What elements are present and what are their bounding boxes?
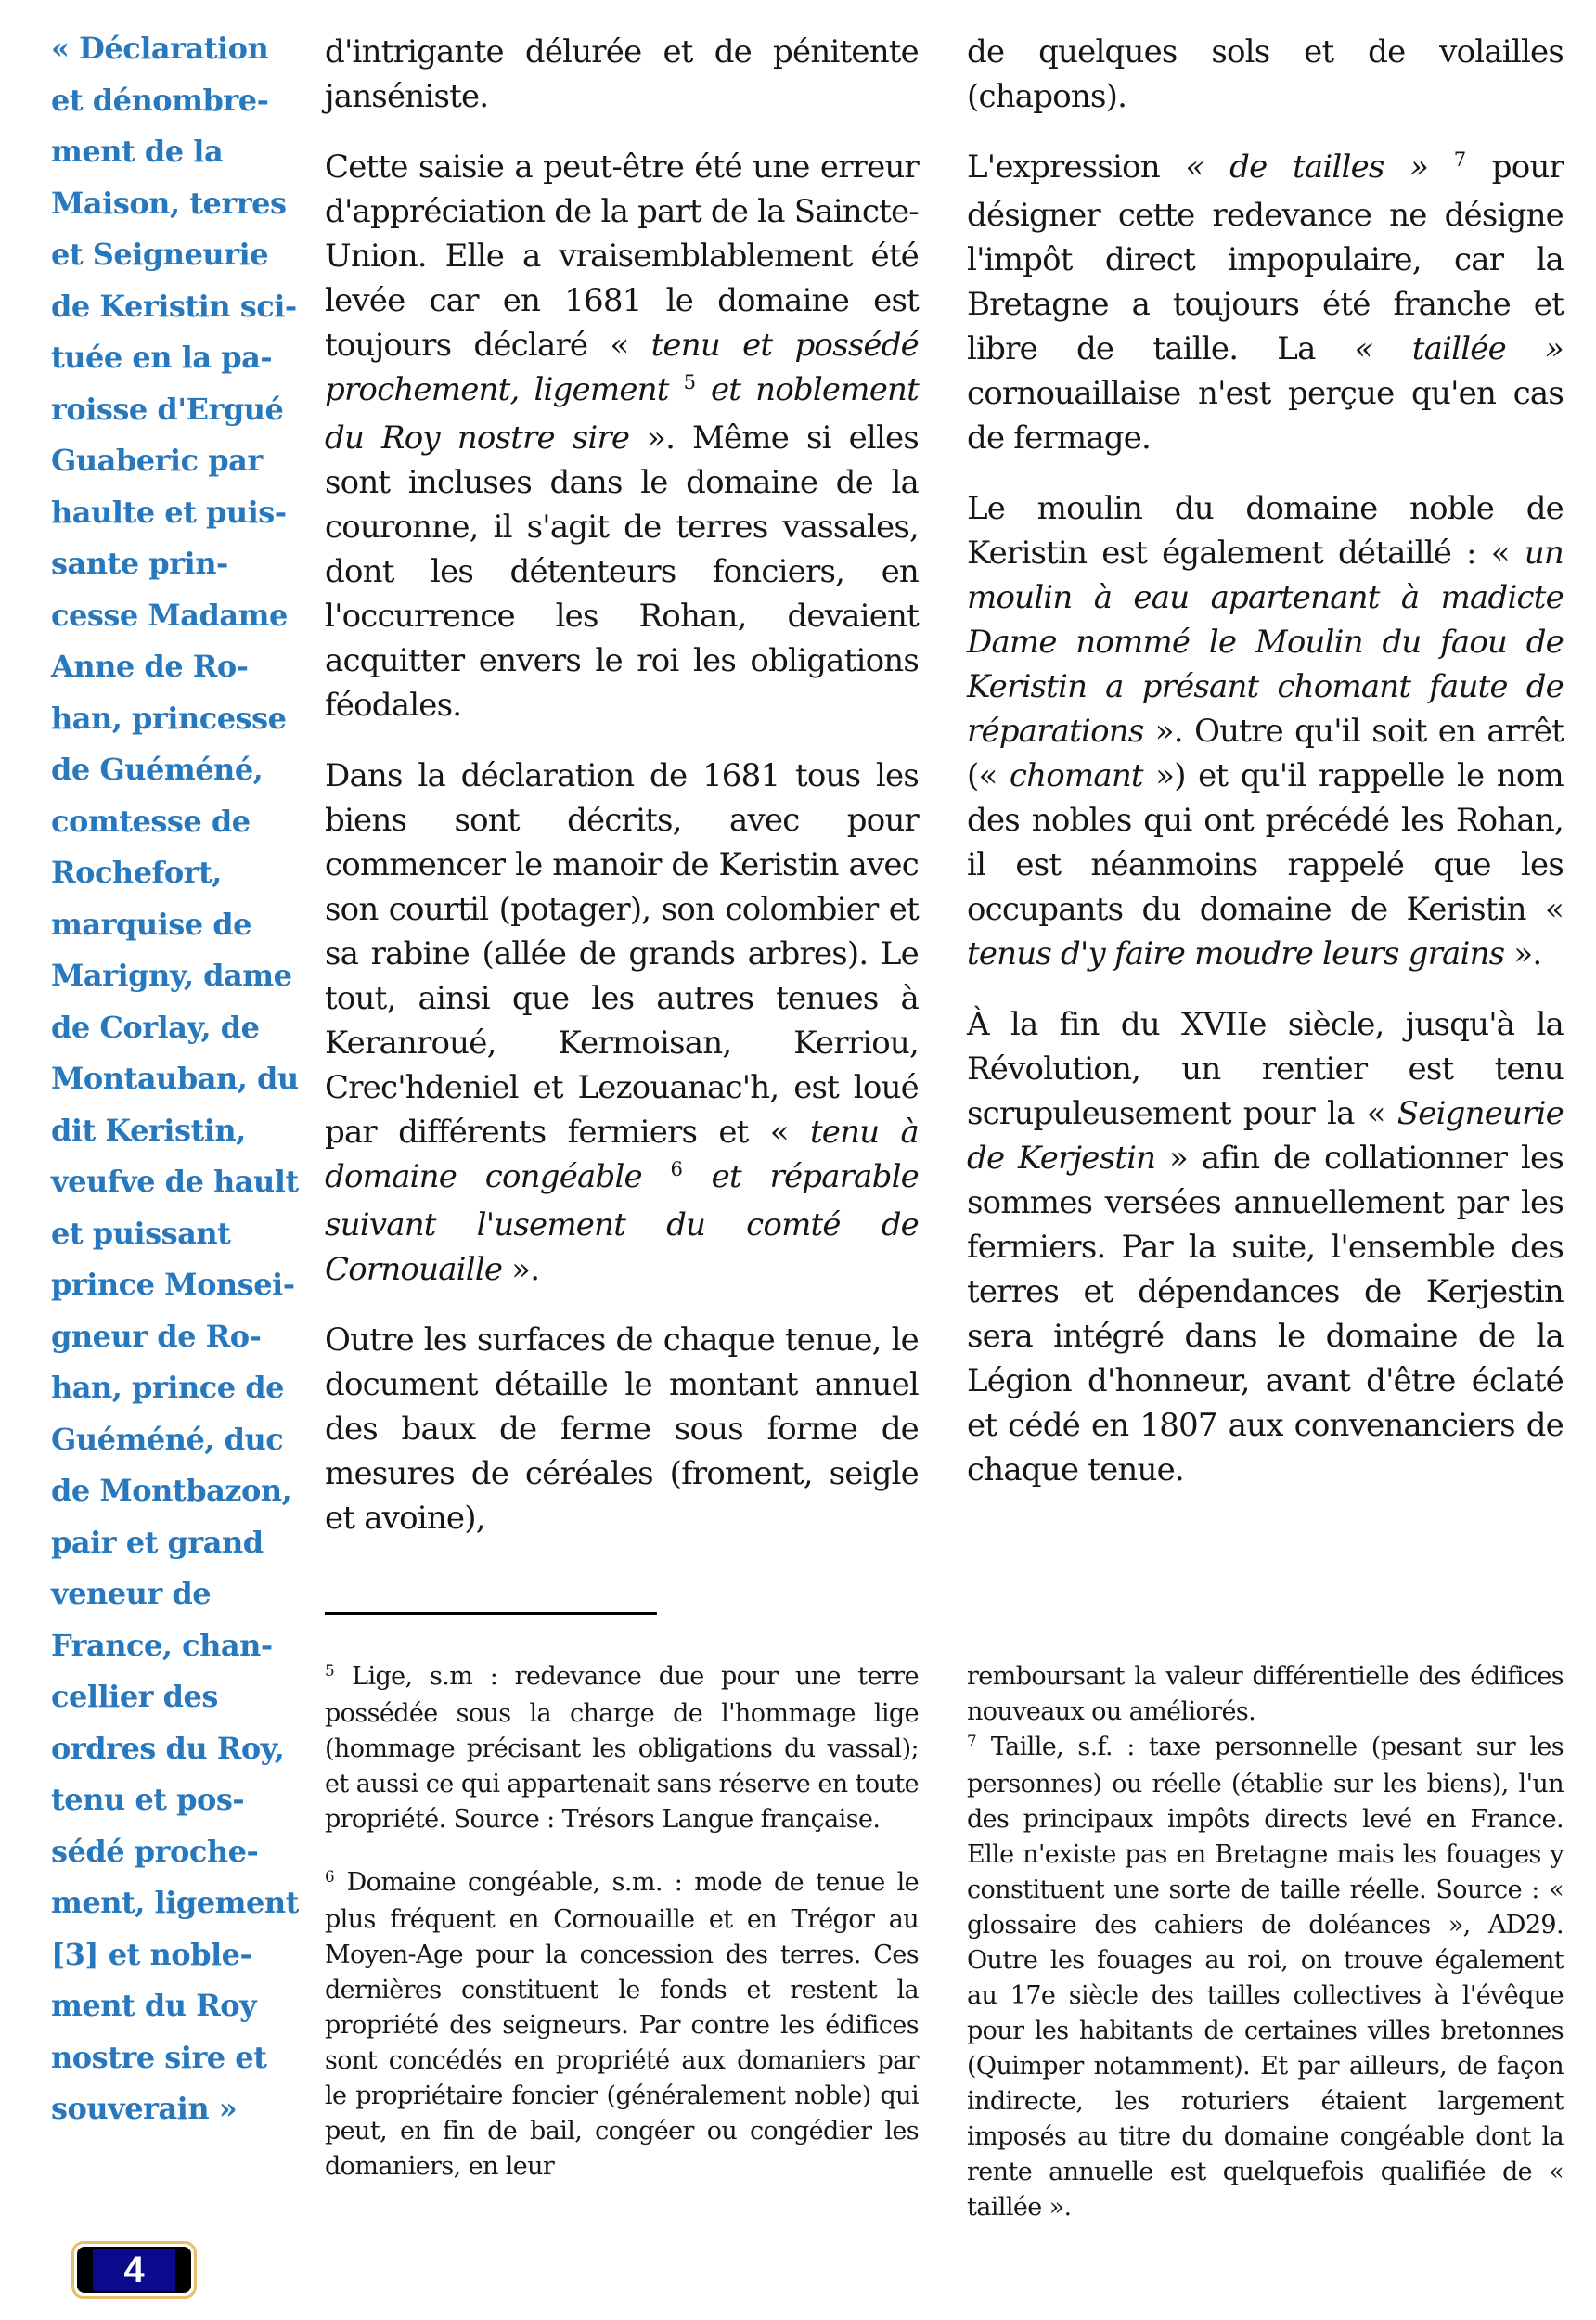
sidebar-line: sante prin- (51, 546, 228, 581)
sidebar-line: marquise de (51, 906, 251, 942)
text-segment: tenu et possédé prochement, ligement (325, 327, 919, 408)
text-segment: remboursant la valeur différentielle des édifices nouveaux ou améliorés. (967, 1662, 1564, 1726)
footnotes-left (325, 1659, 919, 2185)
text-segment: ». (1504, 935, 1542, 973)
footnote-marker: 5 (325, 1660, 335, 1680)
sidebar-line: tuée en la pa- (51, 340, 273, 375)
text-segment (642, 1158, 671, 1195)
text-segment: tenus d'y faire moudre leurs grains (967, 935, 1505, 973)
sidebar-line: haulte et puis- (51, 494, 287, 530)
sidebar-marginal-quote (51, 23, 299, 2135)
sidebar-line: « Déclaration (51, 31, 269, 66)
text-segment: Domaine congéable, s.m. : mode de tenue le plus fréquent en Cornouaille et en Trégor au Moyen-Age pour la concession des terres. Ces dernières constituent le fonds et restent la propriété des seigneurs. Par contre les édifices sont concédés en propriété aux domaniers par le propriétaire foncier (généralement noble) qui peut, en fin de bail, congéer ou congédier les domaniers, en leur (325, 1868, 919, 2181)
sidebar-line: de Guéméné, (51, 752, 264, 787)
sidebar-line: roisse d'Ergué (51, 391, 284, 427)
footnote-marker: 7 (1453, 148, 1467, 172)
sidebar-line: han, prince de (51, 1370, 284, 1405)
sidebar-line: nostre sire et (51, 2039, 267, 2075)
footnote (325, 1659, 919, 1837)
body-paragraph (325, 145, 919, 728)
main-column-right (967, 30, 1564, 1518)
sidebar-line: Montauban, du (51, 1061, 299, 1096)
sidebar-line: cellier des (51, 1679, 218, 1714)
sidebar-line: de Corlay, de (51, 1009, 260, 1045)
sidebar-line: sédé proche- (51, 1833, 259, 1869)
sidebar-line: France, chan- (51, 1627, 273, 1663)
text-segment: d'intrigante délurée et de pénitente janséniste. (325, 33, 919, 115)
page-number-badge-fill (93, 2249, 175, 2291)
text-segment (683, 1158, 712, 1195)
sidebar-line: ment de la (51, 134, 224, 169)
footnote-marker: 5 (683, 370, 696, 394)
sidebar-line: Anne de Ro- (51, 649, 249, 684)
text-segment: chomant (1009, 757, 1143, 794)
text-segment: de quelques sols et de volailles (chapons). (967, 33, 1564, 115)
footnote-marker: 6 (670, 1157, 683, 1181)
body-paragraph (325, 754, 919, 1292)
sidebar-line: de Montbazon, (51, 1473, 292, 1508)
sidebar-line: tenu et pos- (51, 1782, 245, 1817)
text-segment: ». (502, 1251, 540, 1288)
text-segment: L'expression (967, 148, 1186, 186)
sidebar-line: pair et grand (51, 1524, 264, 1560)
text-segment: ». Même si elles sont incluses dans le domaine de la couronne, il s'agit de terres vassales, dont les détenteurs fonciers, en l'occurrence les Rohan, devaient acquitter envers le roi les obligations féodales. (325, 419, 920, 724)
body-paragraph (967, 30, 1564, 119)
text-segment (1428, 148, 1454, 186)
page-number-badge-inner (77, 2247, 191, 2293)
text-segment: « taillée » (1354, 330, 1564, 367)
text-segment: tenu à domaine congéable (325, 1114, 919, 1195)
sidebar-line: ment, ligement (51, 1885, 299, 1920)
sidebar-line: Guéméné, duc (51, 1421, 284, 1457)
page-number: 4 (123, 2249, 145, 2290)
sidebar-line: Maison, terres (51, 185, 287, 221)
sidebar-line: cesse Madame (51, 597, 288, 633)
text-segment (669, 371, 684, 408)
footnote-marker: 6 (325, 1866, 335, 1886)
footnote (967, 1730, 1564, 2225)
text-segment: ». Outre qu'il soit en arrêt (« (967, 713, 1564, 794)
sidebar-line: Rochefort, (51, 855, 222, 890)
footnotes-right (967, 1659, 1564, 2225)
footnote (325, 1865, 919, 2185)
footnote (967, 1659, 1564, 1730)
main-column-left (325, 30, 919, 1566)
text-segment: Lige, s.m : redevance due pour une terre possédée sous la charge de l'hommage lige (hommage précisant les obligations du vassal); et aussi ce qui appartenait sans réserve en toute propriété. Source : Trésors Langue française. (325, 1662, 919, 1834)
sidebar-line: Marigny, dame (51, 958, 292, 993)
sidebar-line: et puissant (51, 1215, 231, 1251)
sidebar-line: et dénombre- (51, 82, 269, 118)
footnote-separator-rule (325, 1612, 657, 1615)
text-segment: pour désigner cette redevance ne désigne l'impôt direct impopulaire, car la Bretagne a toujours été franche et libre de taille. La (967, 148, 1564, 367)
body-paragraph (967, 486, 1564, 976)
sidebar-line: veufve de hault (51, 1164, 299, 1199)
text-segment: Le moulin du domaine noble de Keristin est également détaillé : « (967, 490, 1564, 572)
sidebar-line: han, princesse (51, 700, 287, 736)
sidebar-line: ment du Roy (51, 1988, 257, 2023)
text-segment (696, 371, 711, 408)
sidebar-line: et Seigneurie (51, 237, 269, 272)
footnote-marker: 7 (967, 1731, 977, 1750)
sidebar-line: de Keristin sci- (51, 288, 297, 324)
text-segment: et réparable suivant l'usement du comté de Cornouaille (325, 1158, 919, 1288)
sidebar-line: [3] et noble- (51, 1936, 252, 1972)
sidebar-line: prince Monsei- (51, 1267, 295, 1302)
text-segment: ») et qu'il rappelle le nom des nobles qui ont précédé les Rohan, il est néanmoins rappelé que les occupants du domaine de Keristin « (967, 757, 1564, 928)
text-segment: À la fin du XVIIe siècle, jusqu'à la Révolution, un rentier est tenu scrupuleusement pour la « (967, 1006, 1564, 1132)
text-segment: « de tailles » (1185, 148, 1429, 186)
sidebar-line: ordres du Roy, (51, 1730, 285, 1766)
text-segment: un moulin à eau apartenant à madicte Dame nommé le Moulin du faou de Keristin a présant chomant faute de réparations (967, 535, 1564, 750)
text-segment: Outre les surfaces de chaque tenue, le document détaille le montant annuel des baux de ferme sous forme de mesures de céréales (froment, seigle et avoine), (325, 1321, 919, 1537)
sidebar-line: souverain » (51, 2091, 238, 2126)
text-segment: » afin de collationner les sommes versées annuellement par les fermiers. Par la suite, l'ensemble des terres et dépendances de Kerjestin sera intégré dans le domaine de la Légion d'honneur, avant d'être éclaté et cédé en 1807 aux convenanciers de chaque tenue. (967, 1140, 1564, 1489)
body-paragraph (325, 1318, 919, 1540)
sidebar-line: dit Keristin, (51, 1112, 246, 1148)
body-paragraph (325, 30, 919, 119)
sidebar-line: gneur de Ro- (51, 1318, 262, 1354)
body-paragraph (967, 1002, 1564, 1492)
text-segment: et noblement du Roy nostre sire (325, 371, 919, 457)
body-paragraph (967, 145, 1564, 460)
text-segment: Dans la déclaration de 1681 tous les biens sont décrits, avec pour commencer le manoir de Keristin avec son courtil (potager), son colombier et sa rabine (allée de grands arbres). Le tout, ainsi que les autres tenues à Keranroué, Kermoisan, Kerriou, Crec'hdeniel et Lezouanac'h, est loué par différents fermiers et « (325, 757, 919, 1151)
text-segment: Taille, s.f. : taxe personnelle (pesant sur les personnes) ou réelle (établie sur les biens), l'un des principaux impôts directs levé en France. Elle n'existe pas en Bretagne mais les fouages y constituent une sorte de taille réelle. Source : « glossaire des cahiers de doléances », AD29. Outre les fouages au roi, on trouve également au 17e siècle des tailles collectives à l'évêque pour les habitants de certaines villes bretonnes (Quimper notamment). Et par ailleurs, de façon indirecte, les roturiers étaient largement imposés au titre du domaine congéable dont la rente annuelle est quelquefois qualifiée de « taillée ». (967, 1733, 1564, 2222)
text-segment: Cette saisie a peut-être été une erreur d'appréciation de la part de la Saincte-Union. Elle a vraisemblablement été levée car en 1681 le domaine est toujours déclaré « (325, 148, 919, 364)
sidebar-line: veneur de (51, 1576, 212, 1611)
text-segment: cornouaillaise n'est perçue qu'en cas de fermage. (967, 375, 1564, 457)
text-segment: Seigneurie de Kerjestin (967, 1095, 1564, 1177)
sidebar-line: comtesse de (51, 803, 251, 839)
page-number-badge (71, 2241, 197, 2299)
sidebar-line: Guaberic par (51, 443, 263, 478)
